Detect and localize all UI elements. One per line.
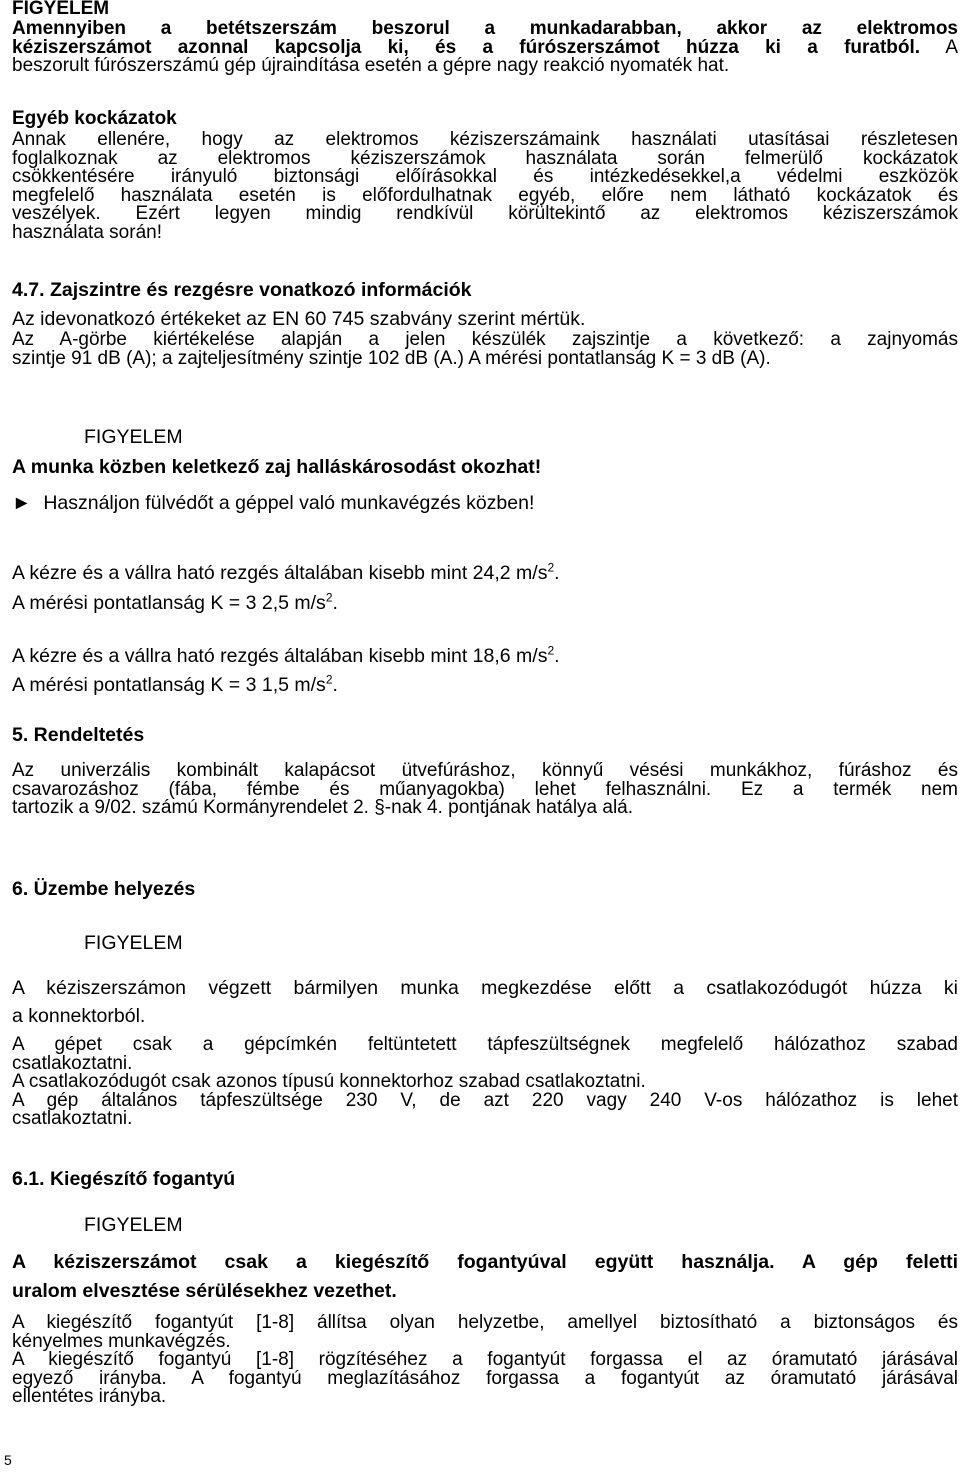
purpose-line: tartozik a 9/02. számú Kormányrendelet 2. §-nak 4. pontjának hatálya alá.: [12, 797, 634, 818]
noise-warning-title: FIGYELEM: [84, 426, 183, 448]
top-warning-text: [12, 20, 958, 76]
noise-values-line-1: Az A-görbe kiértékelése alapján a jelen készülék zajszintje a következő: a zajnyomás: [12, 329, 958, 350]
noise-warning-text: A munka közben keletkező zaj halláskárosodást okozhat!: [12, 456, 542, 478]
vibration-uncertainty-1: A mérési pontatlanság K = 3 2,5 $m/s^2$.: [12, 590, 338, 614]
handle-line: ellentétes irányba.: [12, 1386, 167, 1407]
noise-values: [12, 331, 958, 368]
handle-line: egyező irányba. A fogantyú meglazításához forgassa a fogantyút az óramutató járásával: [12, 1367, 958, 1389]
other-risks-line: veszélyek. Ezért legyen mindig rendkívül körültekintő az elektromos kéziszerszámok: [12, 203, 958, 224]
noise-values-line-2: szintje 91 dB (A); a zajteljesítmény szintje 102 dB (A.) A mérési pontatlanság K = 3 dB (A).: [12, 347, 771, 369]
startup-line: A csatlakozódugót csak azonos típusú konnektorhoz szabad csatlakoztatni.: [12, 1071, 646, 1092]
top-warning-line-3: beszorult fúrószerszámú gép újraindítása esetén a gépre nagy reakció nyomaték hat.: [12, 55, 730, 76]
top-warning-line-2: kéziszerszámot azonnal kapcsolja ki, és a fúrószerszámot húzza ki a furatból. A: [12, 36, 959, 58]
purpose-line: Az univerzális kombinált kalapácsot ütvefúráshoz, könnyű vésési munkákhoz, fúráshoz és: [12, 760, 958, 781]
handle-warning-line-1: A kéziszerszámot csak a kiegészítő fogantyúval együtt használja. A gép feletti: [12, 1251, 958, 1273]
startup-line: A gép általános tápfeszültsége 230 V, de azt 220 vagy 240 V-os hálózathoz is lehet: [12, 1089, 958, 1111]
startup-unplug-line-2: a konnektorból.: [12, 1005, 146, 1027]
other-risks-line: foglalkoznak az elektromos kéziszerszámok használata során felmerülő kockázatok: [12, 147, 958, 169]
top-warning-line-1: Amennyiben a betétszerszám beszorul a munkadarabban, akkor az elektromos: [12, 18, 958, 39]
top-warning-heading: FIGYELEM: [12, 0, 110, 19]
vibration-value-2: A kézre és a vállra ható rezgés általában kisebb mint 18,6 $m/s^2$.: [12, 643, 560, 667]
noise-standard-line: Az idevonatkozó értékeket az EN 60 745 szabvány szerint mértük.: [12, 308, 586, 330]
vibration-value-1: A kézre és a vállra ható rezgés általában kisebb mint 24,2 $m/s^2$.: [12, 560, 560, 584]
handle-line: A kiegészítő fogantyút [1-8] állítsa olyan helyzetbe, amellyel biztosítható a biztonságos és: [12, 1312, 958, 1333]
handle-instructions: [12, 1314, 958, 1407]
noise-heading: 4.7. Zajszintre és rezgésre vonatkozó információk: [12, 279, 472, 301]
ear-protection-instruction: ► Használjon fülvédőt a géppel való munkavégzés közben!: [12, 492, 535, 514]
other-risks-line: Annak ellenére, hogy az elektromos kéziszerszámaink használati utasításai részletesen: [12, 129, 958, 150]
arrow-right-icon: ►: [12, 492, 32, 514]
handle-warning-line-2: uralom elvesztése sérülésekhez vezethet.: [12, 1280, 397, 1302]
startup-heading: 6. Üzembe helyezés: [12, 878, 196, 900]
vibration-uncertainty-2: A mérési pontatlanság K = 3 1,5 $m/s^2$.: [12, 672, 338, 696]
purpose-paragraph: [12, 762, 958, 818]
purpose-line: csavarozáshoz (fába, fémbe és műanyagokba) lehet felhasználni. Ez a termék nem: [12, 778, 958, 800]
other-risks-line: megfelelő használata esetén is előfordulhatnak egyéb, előre nem látható kockázatok és: [12, 184, 958, 206]
handle-warning-title: FIGYELEM: [84, 1214, 183, 1236]
handle-line: kényelmes munkavégzés.: [12, 1330, 231, 1352]
startup-warning-title: FIGYELEM: [84, 932, 183, 954]
other-risks-line: használata során!: [12, 221, 162, 243]
startup-line: A gépet csak a gépcímkén feltüntetett tápfeszültségnek megfelelő hálózathoz szabad: [12, 1034, 958, 1055]
startup-unplug-line-1: A kéziszerszámon végzett bármilyen munka megkezdése előtt a csatlakozódugót húzza ki: [12, 977, 958, 999]
page-number: 5: [4, 1452, 12, 1468]
other-risks-heading: Egyéb kockázatok: [12, 108, 177, 129]
startup-voltage-paragraph: [12, 1036, 958, 1129]
handle-line: A kiegészítő fogantyú [1-8] rögzítéséhez a fogantyút forgassa el az óramutató járásával: [12, 1349, 958, 1370]
startup-line: csatlakoztatni.: [12, 1108, 133, 1129]
other-risks-paragraph: [12, 131, 958, 242]
handle-heading: 6.1. Kiegészítő fogantyú: [12, 1168, 236, 1190]
purpose-heading: 5. Rendeltetés: [12, 724, 145, 746]
startup-line: csatlakoztatni.: [12, 1052, 133, 1074]
other-risks-line: csökkentésére irányuló biztonsági előírásokkal és intézkedésekkel,a védelmi eszközök: [12, 166, 958, 187]
